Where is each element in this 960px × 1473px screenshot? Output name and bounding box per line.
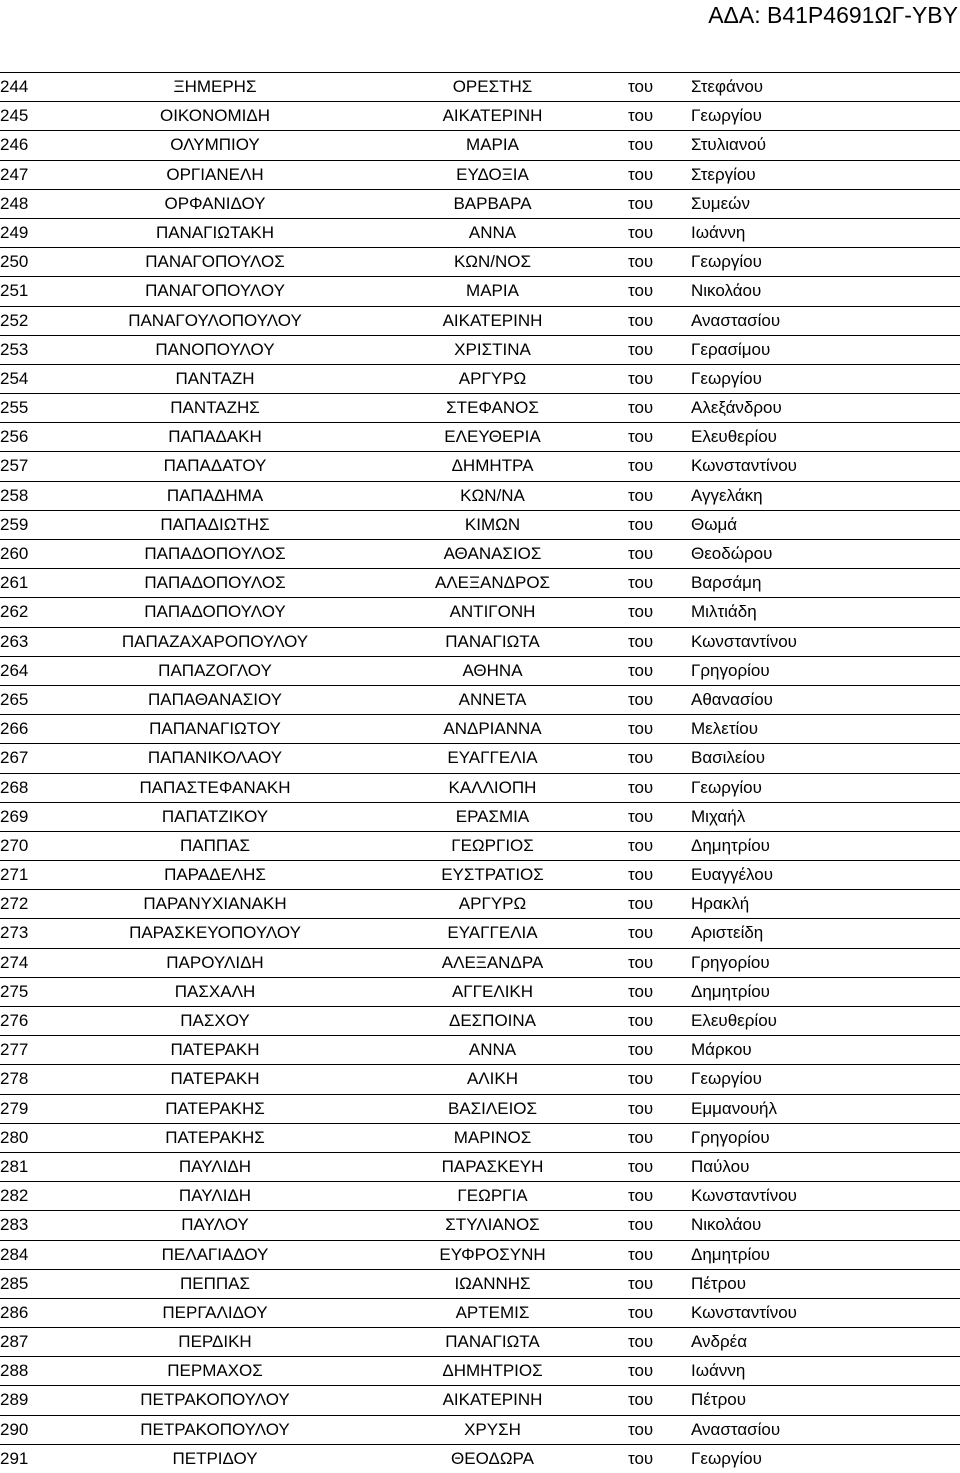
father-name: Κωνσταντίνου [691, 631, 797, 651]
row-number: 256 [0, 427, 29, 447]
father-name: Αγγελάκη [691, 485, 763, 505]
ada-code: ΑΔΑ: Β41Ρ4691ΩΓ-ΥΒΥ [708, 2, 958, 28]
of-label: του [628, 1040, 654, 1060]
row-number: 286 [0, 1302, 29, 1322]
first-name: ΒΑΡΒΑΡΑ [453, 193, 532, 213]
surname: ΠΑΝΟΠΟΥΛΟΥ [155, 339, 275, 359]
table-row [0, 1444, 960, 1473]
surname: ΠΑΡΑΝΥΧΙΑΝΑΚΗ [143, 894, 287, 914]
row-number: 269 [0, 806, 29, 826]
first-name: ΑΙΚΑΤΕΡΙΝΗ [442, 1390, 543, 1410]
row-number: 255 [0, 398, 29, 418]
table-row [0, 597, 960, 626]
row-number: 285 [0, 1273, 29, 1293]
first-name: ΑΝΤΙΓΟΝΗ [449, 602, 536, 622]
father-name: Γεωργίου [691, 777, 762, 797]
surname: ΠΑΝΑΓΙΩΤΑΚΗ [155, 222, 275, 242]
father-name: Γρηγορίου [691, 952, 770, 972]
father-name: Βαρσάμη [691, 573, 762, 593]
row-number: 271 [0, 865, 29, 885]
table-row [0, 802, 960, 831]
names-table [0, 72, 960, 1473]
table-row [0, 1006, 960, 1035]
first-name: ΑΛΕΞΑΝΔΡΑ [441, 952, 544, 972]
surname: ΠΕΡΔΙΚΗ [178, 1332, 252, 1352]
of-label: του [628, 1156, 654, 1176]
of-label: του [628, 222, 654, 242]
table-row [0, 72, 960, 101]
father-name: Μελετίου [691, 719, 759, 739]
row-number: 245 [0, 106, 29, 126]
surname: ΠΑΝΑΓΟΥΛΟΠΟΥΛΟΥ [128, 310, 302, 330]
father-name: Μιχαήλ [691, 806, 746, 826]
of-label: του [628, 660, 654, 680]
surname: ΠΑΠΑΔΗΜΑ [166, 485, 264, 505]
father-name: Στεφάνου [691, 77, 764, 96]
first-name: ΒΑΣΙΛΕΙΟΣ [447, 1098, 538, 1118]
row-number: 280 [0, 1127, 29, 1147]
surname: ΠΕΡΜΑΧΟΣ [167, 1361, 263, 1381]
of-label: του [628, 952, 654, 972]
surname: ΠΑΠΑΖΟΓΛΟΥ [158, 660, 272, 680]
surname: ΠΑΝΑΓΟΠΟΥΛΟΥ [145, 281, 285, 301]
of-label: του [628, 1098, 654, 1118]
surname: ΠΑΝΤΑΖΗΣ [170, 398, 260, 418]
father-name: Κωνσταντίνου [691, 1186, 797, 1206]
father-name: Αναστασίου [691, 310, 781, 330]
of-label: του [628, 1273, 654, 1293]
of-label: του [628, 923, 654, 943]
of-label: του [628, 1448, 654, 1468]
of-label: του [628, 456, 654, 476]
row-number: 276 [0, 1011, 29, 1030]
row-number: 273 [0, 923, 29, 943]
row-number: 263 [0, 631, 29, 651]
table-row [0, 714, 960, 743]
of-label: του [628, 1186, 654, 1206]
table-row [0, 831, 960, 860]
first-name: ΔΗΜΗΤΡΑ [451, 456, 534, 476]
first-name: ΓΕΩΡΓΙΑ [457, 1186, 528, 1206]
of-label: του [628, 368, 654, 388]
surname: ΠΑΡΑΔΕΛΗΣ [164, 865, 266, 885]
row-number: 287 [0, 1332, 29, 1352]
surname: ΠΑΠΑΔΙΩΤΗΣ [160, 514, 270, 534]
first-name: ΕΥΑΓΓΕΛΙΑ [447, 748, 538, 768]
row-number: 264 [0, 660, 29, 680]
row-number: 249 [0, 222, 29, 242]
father-name: Συμεών [691, 193, 750, 213]
father-name: Νικολάου [691, 281, 762, 301]
of-label: του [628, 1361, 654, 1381]
father-name: Πέτρου [691, 1273, 746, 1293]
first-name: ΑΡΓΥΡΩ [458, 368, 527, 388]
father-name: Αλεξάνδρου [691, 398, 782, 418]
table-row [0, 189, 960, 218]
father-name: Γεωργίου [691, 368, 762, 388]
surname: ΟΡΦΑΝΙΔΟΥ [164, 193, 266, 213]
father-name: Στυλιανού [691, 135, 767, 155]
first-name: ΑΘΑΝΑΣΙΟΣ [443, 544, 542, 563]
of-label: του [628, 602, 654, 622]
first-name: ΠΑΡΑΣΚΕΥΗ [441, 1156, 544, 1176]
father-name: Νικολάου [691, 1215, 762, 1235]
of-label: του [628, 1419, 654, 1439]
first-name: ΠΑΝΑΓΙΩΤΑ [445, 631, 540, 651]
table-row [0, 977, 960, 1006]
surname: ΠΑΠΑΝΙΚΟΛΑΟΥ [147, 748, 283, 768]
table-row [0, 160, 960, 189]
row-number: 290 [0, 1419, 29, 1439]
father-name: Πέτρου [691, 1390, 746, 1410]
surname: ΠΑΥΛΟΥ [181, 1215, 249, 1235]
of-label: του [628, 106, 654, 126]
surname: ΠΑΤΕΡΑΚΗΣ [165, 1098, 265, 1118]
row-number: 261 [0, 573, 29, 593]
father-name: Μάρκου [691, 1040, 752, 1060]
first-name: ΚΩΝ/ΝΑ [460, 485, 525, 505]
of-label: του [628, 514, 654, 534]
surname: ΠΑΥΛΙΔΗ [178, 1156, 252, 1176]
table-row [0, 306, 960, 335]
of-label: του [628, 573, 654, 593]
table-row [0, 1210, 960, 1239]
table-row [0, 656, 960, 685]
first-name: ΑΝΝΑ [468, 1040, 517, 1060]
surname: ΞΗΜΕΡΗΣ [173, 77, 257, 96]
surname: ΠΑΡΟΥΛΙΔΗ [166, 952, 264, 972]
row-number: 282 [0, 1186, 29, 1206]
first-name: ΚΑΛΛΙΟΠΗ [448, 777, 537, 797]
table-row [0, 918, 960, 947]
of-label: του [628, 1302, 654, 1322]
row-number: 284 [0, 1244, 29, 1264]
father-name: Κωνσταντίνου [691, 1302, 797, 1322]
of-label: του [628, 689, 654, 709]
table-row [0, 889, 960, 918]
surname: ΠΕΤΡΑΚΟΠΟΥΛΟΥ [140, 1390, 290, 1410]
row-number: 266 [0, 719, 29, 739]
of-label: του [628, 1244, 654, 1264]
father-name: Γεωργίου [691, 1448, 762, 1468]
surname: ΟΡΓΙΑΝΕΛΗ [166, 164, 264, 184]
of-label: του [628, 1390, 654, 1410]
row-number: 262 [0, 602, 29, 622]
table-row [0, 685, 960, 714]
surname: ΟΙΚΟΝΟΜΙΔΗ [159, 106, 270, 126]
surname: ΠΕΛΑΓΙΑΔΟΥ [161, 1244, 269, 1264]
first-name: ΧΡΙΣΤΙΝΑ [454, 339, 531, 359]
father-name: Αθανασίου [691, 689, 773, 709]
first-name: ΓΕΩΡΓΙΟΣ [451, 835, 534, 855]
table-row [0, 451, 960, 480]
father-name: Δημητρίου [691, 981, 770, 1001]
row-number: 277 [0, 1040, 29, 1060]
table-row [0, 335, 960, 364]
table-row [0, 276, 960, 305]
father-name: Μιλτιάδη [691, 602, 757, 622]
row-number: 244 [0, 77, 29, 96]
father-name: Ανδρέα [691, 1332, 748, 1352]
first-name: ΣΤΥΛΙΑΝΟΣ [445, 1215, 540, 1235]
table-row [0, 539, 960, 568]
of-label: του [628, 398, 654, 418]
first-name: ΑΙΚΑΤΕΡΙΝΗ [442, 310, 543, 330]
first-name: ΣΤΕΦΑΝΟΣ [446, 398, 539, 418]
row-number: 252 [0, 310, 29, 330]
father-name: Αριστείδη [691, 923, 764, 943]
of-label: του [628, 835, 654, 855]
of-label: του [628, 1011, 654, 1030]
of-label: του [628, 77, 654, 96]
row-number: 279 [0, 1098, 29, 1118]
row-number: 281 [0, 1156, 29, 1176]
first-name: ΚΙΜΩΝ [464, 514, 521, 534]
row-number: 250 [0, 252, 29, 272]
surname: ΠΕΠΠΑΣ [179, 1273, 251, 1293]
father-name: Ιωάννη [691, 222, 746, 242]
father-name: Στεργίου [691, 164, 756, 184]
table-row [0, 101, 960, 130]
row-number: 251 [0, 281, 29, 301]
first-name: ΟΡΕΣΤΗΣ [452, 77, 533, 96]
of-label: του [628, 485, 654, 505]
table-row [0, 1269, 960, 1298]
first-name: ΜΑΡΙΑ [466, 135, 519, 155]
surname: ΠΑΝΤΑΖΗ [175, 368, 255, 388]
first-name: ΑΙΚΑΤΕΡΙΝΗ [442, 106, 543, 126]
father-name: Θωμά [691, 514, 738, 534]
row-number: 283 [0, 1215, 29, 1235]
table-row [0, 510, 960, 539]
table-row [0, 1240, 960, 1269]
row-number: 272 [0, 894, 29, 914]
surname: ΠΑΠΑΘΑΝΑΣΙΟΥ [148, 689, 282, 709]
father-name: Παύλου [691, 1156, 750, 1176]
father-name: Δημητρίου [691, 1244, 770, 1264]
table-row [0, 1327, 960, 1356]
surname: ΠΑΠΑΔΟΠΟΥΛΟΣ [144, 544, 286, 563]
of-label: του [628, 1332, 654, 1352]
surname: ΠΑΠΑΔΑΚΗ [168, 427, 262, 447]
row-number: 267 [0, 748, 29, 768]
father-name: Γεωργίου [691, 106, 762, 126]
first-name: ΑΝΔΡΙΑΝΝΑ [443, 719, 542, 739]
surname: ΠΑΥΛΙΔΗ [178, 1186, 252, 1206]
row-number: 246 [0, 135, 29, 155]
table-row [0, 481, 960, 510]
father-name: Αναστασίου [691, 1419, 781, 1439]
table-row [0, 1356, 960, 1385]
father-name: Γρηγορίου [691, 1127, 770, 1147]
surname: ΠΑΣΧΟΥ [180, 1011, 250, 1030]
row-number: 289 [0, 1390, 29, 1410]
first-name: ΕΥΑΓΓΕΛΙΑ [447, 923, 538, 943]
surname: ΠΑΡΑΣΚΕΥΟΠΟΥΛΟΥ [129, 923, 301, 943]
table-row [0, 1298, 960, 1327]
first-name: ΔΕΣΠΟΙΝΑ [448, 1011, 537, 1030]
row-number: 274 [0, 952, 29, 972]
surname: ΠΑΝΑΓΟΠΟΥΛΟΣ [145, 252, 285, 272]
father-name: Δημητρίου [691, 835, 770, 855]
table-row [0, 422, 960, 451]
table-row [0, 1181, 960, 1210]
of-label: του [628, 806, 654, 826]
of-label: του [628, 281, 654, 301]
surname: ΠΑΠΑΤΖΙΚΟΥ [161, 806, 269, 826]
table-row [0, 1035, 960, 1064]
of-label: του [628, 1215, 654, 1235]
table-row [0, 393, 960, 422]
of-label: του [628, 777, 654, 797]
first-name: ΑΓΓΕΛΙΚΗ [451, 981, 534, 1001]
table-row [0, 860, 960, 889]
surname: ΠΑΤΕΡΑΚΗΣ [165, 1127, 265, 1147]
surname: ΟΛΥΜΠΙΟΥ [170, 135, 260, 155]
table-row [0, 627, 960, 656]
father-name: Ηρακλή [691, 894, 750, 914]
surname: ΠΑΠΑΝΑΓΙΩΤΟΥ [149, 719, 281, 739]
surname: ΠΑΣΧΑΛΗ [174, 981, 256, 1001]
of-label: του [628, 135, 654, 155]
table-row [0, 1123, 960, 1152]
father-name: Γερασίμου [691, 339, 771, 359]
first-name: ΧΡΥΣΗ [464, 1419, 521, 1439]
first-name: ΙΩΑΝΝΗΣ [454, 1273, 531, 1293]
row-number: 288 [0, 1361, 29, 1381]
table-row [0, 364, 960, 393]
surname: ΠΑΠΑΣΤΕΦΑΝΑΚΗ [139, 777, 291, 797]
row-number: 270 [0, 835, 29, 855]
surname: ΠΕΤΡΙΔΟΥ [172, 1448, 258, 1468]
of-label: του [628, 1127, 654, 1147]
father-name: Ευαγγέλου [691, 865, 774, 885]
surname: ΠΕΤΡΑΚΟΠΟΥΛΟΥ [140, 1419, 290, 1439]
first-name: ΕΥΔΟΞΙΑ [456, 164, 529, 184]
surname: ΠΑΠΑΔΟΠΟΥΛΟΣ [144, 573, 286, 593]
table-row [0, 568, 960, 597]
of-label: του [628, 748, 654, 768]
of-label: του [628, 339, 654, 359]
first-name: ΑΛΕΞΑΝΔΡΟΣ [434, 573, 551, 593]
surname: ΠΑΤΕΡΑΚΗ [170, 1069, 260, 1089]
row-number: 259 [0, 514, 29, 534]
first-name: ΠΑΝΑΓΙΩΤΑ [445, 1332, 540, 1352]
first-name: ΜΑΡΙΝΟΣ [453, 1127, 532, 1147]
first-name: ΜΑΡΙΑ [466, 281, 519, 301]
of-label: του [628, 865, 654, 885]
row-number: 247 [0, 164, 29, 184]
table-row [0, 130, 960, 159]
of-label: του [628, 427, 654, 447]
of-label: του [628, 1069, 654, 1089]
father-name: Γεωργίου [691, 1069, 762, 1089]
table-row [0, 247, 960, 276]
of-label: του [628, 981, 654, 1001]
table-row [0, 1152, 960, 1181]
of-label: του [628, 252, 654, 272]
table-row [0, 1415, 960, 1444]
row-number: 260 [0, 544, 29, 563]
of-label: του [628, 310, 654, 330]
first-name: ΑΡΤΕΜΙΣ [455, 1302, 530, 1322]
row-number: 258 [0, 485, 29, 505]
of-label: του [628, 193, 654, 213]
father-name: Θεοδώρου [691, 544, 773, 563]
father-name: Βασιλείου [691, 748, 766, 768]
first-name: ΑΡΓΥΡΩ [458, 894, 527, 914]
row-number: 254 [0, 368, 29, 388]
of-label: του [628, 631, 654, 651]
row-number: 268 [0, 777, 29, 797]
first-name: ΘΕΟΔΩΡΑ [451, 1448, 534, 1468]
table-row [0, 1064, 960, 1093]
row-number: 248 [0, 193, 29, 213]
first-name: ΕΡΑΣΜΙΑ [455, 806, 530, 826]
first-name: ΚΩΝ/ΝΟΣ [453, 252, 532, 272]
of-label: του [628, 894, 654, 914]
first-name: ΕΥΦΡΟΣΥΝΗ [439, 1244, 546, 1264]
first-name: ΕΥΣΤΡΑΤΙΟΣ [441, 865, 544, 885]
row-number: 278 [0, 1069, 29, 1089]
table-row [0, 218, 960, 247]
first-name: ΑΝΝΑ [468, 222, 517, 242]
first-name: ΕΛΕΥΘΕΡΙΑ [444, 427, 541, 447]
first-name: ΑΝΝΕΤΑ [458, 689, 527, 709]
surname: ΠΕΡΓΑΛΙΔΟΥ [162, 1302, 268, 1322]
father-name: Ιωάννη [691, 1361, 746, 1381]
row-number: 253 [0, 339, 29, 359]
surname: ΠΑΤΕΡΑΚΗ [170, 1040, 260, 1060]
table-row [0, 948, 960, 977]
row-number: 265 [0, 689, 29, 709]
first-name: ΔΗΜΗΤΡΙΟΣ [442, 1361, 543, 1381]
row-number: 257 [0, 456, 29, 476]
surname: ΠΑΠΠΑΣ [179, 835, 251, 855]
surname: ΠΑΠΑΔΟΠΟΥΛΟΥ [144, 602, 286, 622]
row-number: 275 [0, 981, 29, 1001]
father-name: Γρηγορίου [691, 660, 770, 680]
father-name: Κωνσταντίνου [691, 456, 797, 476]
of-label: του [628, 164, 654, 184]
father-name: Ελευθερίου [691, 427, 777, 447]
table-row [0, 1385, 960, 1414]
surname: ΠΑΠΑΖΑΧΑΡΟΠΟΥΛΟΥ [121, 631, 309, 651]
of-label: του [628, 719, 654, 739]
table-row [0, 1094, 960, 1123]
table-row [0, 743, 960, 772]
father-name: Ελευθερίου [691, 1011, 777, 1030]
father-name: Εμμανουήλ [691, 1098, 777, 1118]
surname: ΠΑΠΑΔΑΤΟΥ [163, 456, 267, 476]
row-number: 291 [0, 1448, 29, 1468]
first-name: ΑΛΙΚΗ [466, 1069, 519, 1089]
first-name: ΑΘΗΝΑ [462, 660, 523, 680]
father-name: Γεωργίου [691, 252, 762, 272]
table-row [0, 773, 960, 802]
of-label: του [628, 544, 654, 563]
